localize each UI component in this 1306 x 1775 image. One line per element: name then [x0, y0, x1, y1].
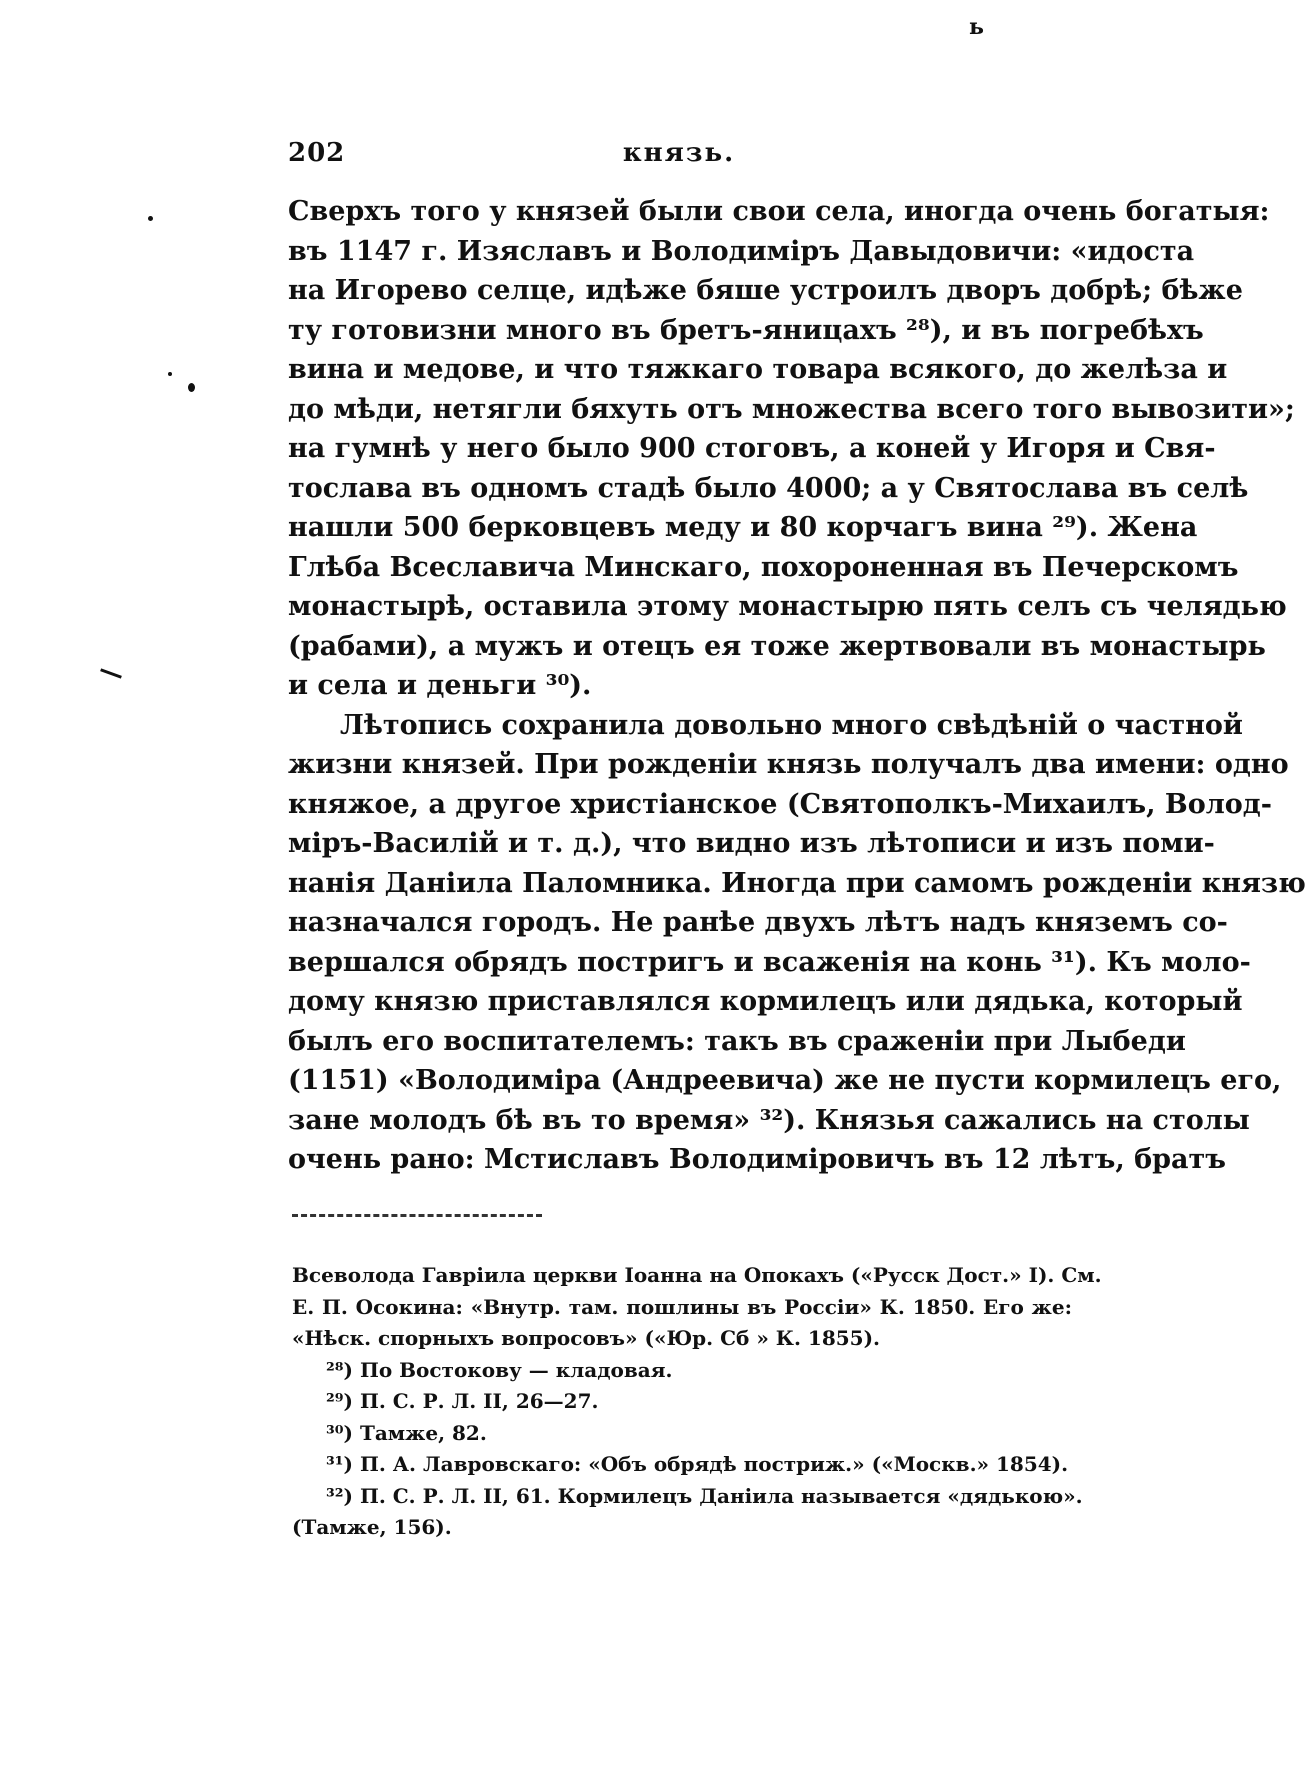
footnote-31: ³¹) П. А. Лавровскаго: «Объ обрядѣ постриж.» («Москв.» 1854).: [326, 1452, 1069, 1476]
body-text: [288, 192, 1306, 1180]
footnote-line: Всеволода Гаврiила церкви Іоанна на Опокахъ («Русск Дост.» I). См.: [292, 1263, 1102, 1287]
footnote-line: (Тамже, 156).: [292, 1515, 452, 1539]
body-line: тослава въ одномъ стадѣ было 4000; а у Святослава въ селѣ: [288, 472, 1249, 504]
body-line: ту готовизни много въ бретъ-яницахъ ²⁸), и въ погребѣхъ: [288, 314, 1204, 346]
footnote-29: ²⁹) П. С. Р. Л. II, 26—27.: [326, 1389, 599, 1413]
footnote-line: «Нѣск. спорныхъ вопросовъ» («Юр. Сб » К. 1855).: [292, 1326, 880, 1350]
margin-speck-1: [148, 216, 153, 221]
body-line: назначался городъ. Не ранѣе двухъ лѣтъ надъ княземъ со-: [288, 907, 1228, 938]
margin-speck-3: [168, 372, 172, 376]
paragraph-start-line: Лѣтопись сохранила довольно много свѣдѣнiй о частной: [340, 709, 1243, 741]
footnote-30: ³⁰) Тамже, 82.: [326, 1420, 487, 1445]
body-line: очень рано: Мстиславъ Володимiровичъ въ 12 лѣтъ, братъ: [288, 1144, 1226, 1175]
body-line: былъ его воспитателемъ: такъ въ сраженiи при Лыбеди: [288, 1025, 1186, 1057]
body-line: дому князю приставлялся кормилецъ или дядька, который: [288, 986, 1243, 1017]
body-line: (рабами), а мужъ и отецъ ея тоже жертвовали въ монастырь: [288, 630, 1266, 662]
body-line: Сверхъ того у князей были свои села, иногда очень богатыя:: [288, 196, 1270, 227]
body-line: вина и медове, и что тяжкаго товара всякого, до желѣза и: [288, 354, 1228, 385]
corner-mark: ь: [969, 14, 984, 40]
body-line: (1151) «Володимiра (Андреевича) же не пусти кормилецъ его,: [288, 1065, 1282, 1096]
body-line: монастырѣ, оставила этому монастырю пять селъ съ челядью: [288, 591, 1287, 622]
footnotes: [292, 1260, 1102, 1544]
body-line: зане молодъ бѣ въ то время» ³²). Князья сажались на столы: [288, 1104, 1250, 1136]
running-title: князь.: [622, 138, 736, 168]
running-head: [288, 138, 1070, 178]
footnote-28: ²⁸) По Востокову — кладовая.: [326, 1357, 673, 1382]
footnote-32: ³²) П. С. Р. Л. II, 61. Кормилецъ Данiила называется «дядькою».: [326, 1483, 1083, 1508]
body-line: вершался обрядъ постригъ и всаженiя на конь ³¹). Къ моло-: [288, 946, 1251, 978]
body-line: нашли 500 берковцевъ меду и 80 корчагъ вина ²⁹). Жена: [288, 512, 1198, 543]
margin-speck-2: [188, 383, 195, 392]
page-number: 202: [288, 138, 346, 168]
footnote-divider: [292, 1214, 542, 1217]
body-line: жизни князей. При рожденiи князь получалъ два имени: одно: [288, 749, 1289, 780]
footnote-line: Е. П. Осокина: «Внутр. там. пошлины въ Россiи» К. 1850. Его же:: [292, 1294, 1072, 1319]
body-line: нанiя Данiила Паломника. Иногда при самомъ рожденiи князю: [288, 867, 1306, 899]
body-line: княжое, а другое христiанское (Святополкъ-Михаилъ, Волод-: [288, 788, 1272, 820]
body-line: мiръ-Василiй и т. д.), что видно изъ лѣтописи и изъ поми-: [288, 828, 1215, 859]
body-line: Глѣба Всеславича Минскаго, похороненная въ Печерскомъ: [288, 551, 1239, 583]
margin-stroke: [100, 668, 122, 678]
body-line: на гумнѣ у него было 900 стоговъ, а коней у Игоря и Свя-: [288, 433, 1216, 464]
body-line: въ 1147 г. Изяславъ и Володимiръ Давыдовичи: «идоста: [288, 235, 1195, 267]
body-line: на Игорево селце, идѣже бяше устроилъ дворъ добрѣ; бѣже: [288, 275, 1243, 306]
paragraph-end-line: и села и деньги ³⁰).: [288, 670, 592, 701]
body-line: до мѣди, нетягли бяхуть отъ множества всего того вывозити»;: [288, 393, 1295, 425]
